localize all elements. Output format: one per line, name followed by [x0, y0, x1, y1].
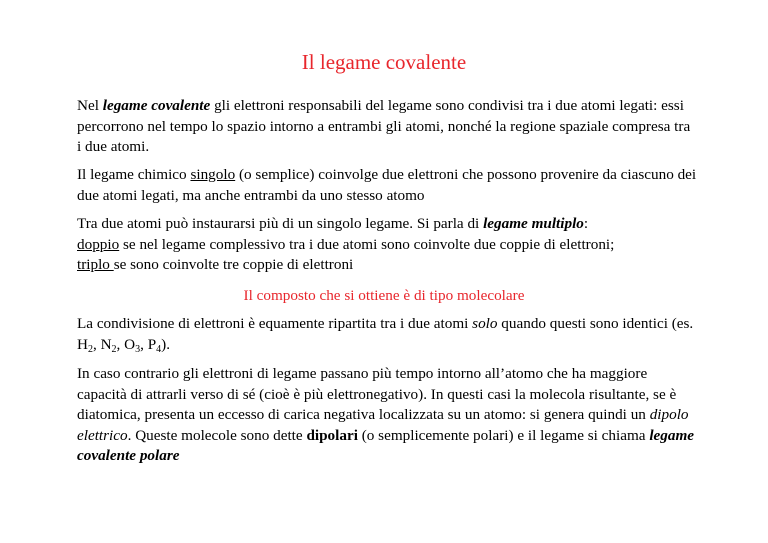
term-solo: solo [472, 315, 498, 332]
term-dipolari: dipolari [306, 426, 358, 444]
text: quando questi sono identici (es. H [77, 315, 694, 353]
paragraph-single-bond [77, 165, 697, 206]
term-dipolo-elettrico: dipolo elettrico [77, 406, 689, 444]
text: (o semplicemente polari) e il legame si chiama [357, 426, 650, 444]
paragraph-multiple-bond [77, 214, 697, 276]
term-legame-covalente-polare: legame covalente polare [77, 426, 695, 464]
text: La condivisione di elettroni è equamente ripartita tra i due atomi [77, 315, 473, 332]
text: se sono coinvolte tre coppie di elettroni [113, 256, 354, 273]
text: . Queste molecole sono dette [127, 426, 307, 444]
text: Tra due atomi può instaurarsi più di un singolo legame. Si parla di [77, 215, 484, 232]
text: : [583, 215, 589, 232]
subscript: 3 [135, 343, 141, 355]
paragraph-polar-bond [77, 364, 697, 467]
term-legame-covalente: legame covalente [102, 97, 211, 114]
text: se nel legame complessivo tra i due atomi sono coinvolte due coppie di elettroni; [119, 235, 615, 253]
paragraph-equal-sharing [77, 314, 697, 355]
subscript: 2 [111, 343, 117, 355]
text: Il legame chimico [77, 166, 191, 183]
text: Nel [77, 97, 103, 114]
text: (o semplice) coinvolge due elettroni che possono provenire da ciascuno dei due atomi legati, ma anche entrambi da uno stesso atomo [77, 166, 697, 204]
text: gli elettroni responsabili del legame sono condivisi tra i due atomi legati: essi percorrono nel tempo lo spazio intorno a entrambi gli atomi, nonché la regione spaziale compresa tra i due atomi. [77, 97, 691, 155]
term-triplo: triplo [77, 256, 114, 273]
text: , O [116, 335, 136, 353]
subscript: 4 [156, 343, 162, 355]
text: ). [161, 335, 170, 353]
text: In caso contrario gli elettroni di legame passano più tempo intorno all’atomo che ha maggiore capacità di attrarli verso di sé (cioè è più elettronegativo). In questi casi la molecola risultante, se è diatomica, presenta un eccesso di carica negativa localizzata su un atomo: si genera quindi un [77, 365, 677, 423]
term-doppio: doppio [77, 235, 120, 253]
text: , P [140, 335, 157, 353]
term-singolo: singolo [190, 166, 236, 183]
text: , N [92, 335, 112, 353]
paragraph-definition [77, 96, 697, 158]
term-legame-multiplo: legame multiplo [483, 215, 584, 232]
highlight-note: Il composto che si ottiene è di tipo molecolare [243, 287, 525, 304]
subscript: 2 [87, 343, 93, 355]
page-title: Il legame covalente [301, 50, 467, 74]
